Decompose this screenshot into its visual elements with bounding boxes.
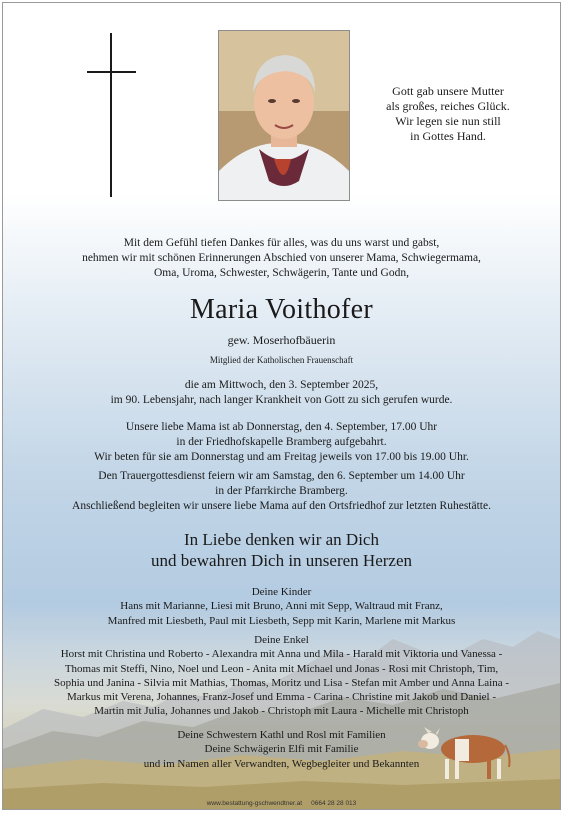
intro-line: Mit dem Gefühl tiefen Dankes für alles, was du uns warst und gabst, (123, 237, 440, 249)
quote-line: in Gottes Hand. (410, 129, 486, 143)
remembrance-motto (3, 529, 560, 571)
funeral-service-info (3, 469, 560, 514)
grandchildren-line: Markus mit Verena, Johannes, Franz-Josef und Emma - Carina - Christine mit Jakob und Daniel - (66, 691, 496, 704)
children-line: Hans mit Marianne, Liesi mit Bruno, Anni mit Sepp, Waltraud mit Franz, (120, 600, 443, 613)
cross-symbol-vertical (110, 33, 112, 197)
death-notice (3, 378, 560, 408)
grandchildren-line: Horst mit Christina und Roberto - Alexandra mit Anna und Mila - Harald mit Viktoria und Vanessa - (60, 648, 503, 661)
viewing-line: Unsere liebe Mama ist ab Donnerstag, den 4. September, 17.00 Uhr (125, 421, 438, 433)
portrait-illustration (219, 31, 349, 200)
viewing-line: in der Friedhofskapelle Bramberg aufgebahrt. (176, 436, 387, 448)
footer-website: www.bestattung-gschwendtner.at (206, 800, 303, 807)
grandchildren-line: Sophia und Janina - Silvia mit Mathias, Thomas, Moritz und Lisa - Stefan mit Amber und Anna Laina - (53, 676, 509, 689)
viewing-line: Wir beten für sie am Donnerstag und am Freitag jeweils von 17.00 bis 19.00 Uhr. (94, 451, 469, 463)
quote-line: als großes, reiches Glück. (386, 99, 510, 113)
relatives-line: Deine Schwägerin Elfi mit Familie (204, 743, 359, 756)
relatives-line: Deine Schwestern Kathl und Rosl mit Familien (177, 729, 386, 741)
viewing-info (3, 420, 560, 465)
children-section (3, 585, 560, 628)
service-line: in der Pfarrkirche Bramberg. (215, 485, 348, 497)
obituary-card (2, 2, 561, 810)
intro-line: Oma, Uroma, Schwester, Schwägerin, Tante und Godn, (154, 267, 409, 279)
quote-line: Gott gab unsere Mutter (392, 84, 504, 98)
former-occupation: gew. Moserhofbäuerin (227, 333, 336, 347)
relatives-section (3, 728, 560, 771)
children-line: Manfred mit Liesbeth, Paul mit Liesbeth, Sepp mit Karin, Marlene mit Markus (107, 614, 456, 627)
service-line: Den Trauergottesdienst feiern wir am Samstag, den 6. September um 14.00 Uhr (98, 470, 465, 482)
cross-symbol-horizontal (87, 71, 136, 73)
death-line: im 90. Lebensjahr, nach langer Krankheit von Gott zu sich gerufen wurde. (110, 394, 453, 406)
quote-line: Wir legen sie nun still (395, 114, 501, 128)
membership: Mitglied der Katholischen Frauenschaft (209, 355, 354, 365)
grandchildren-section (3, 633, 560, 719)
footer-phone: 0664 28 28 013 (311, 800, 357, 807)
motto-line: In Liebe denken wir an Dich (184, 530, 379, 549)
relatives-line: und im Namen aller Verwandten, Wegbegleiter und Bekannten (143, 757, 420, 770)
quote-block (373, 84, 523, 144)
motto-line: und bewahren Dich in unseren Herzen (150, 551, 413, 570)
service-line: Anschließend begleiten wir unsere liebe Mama auf den Ortsfriedhof zur letzten Ruhestätte. (72, 500, 491, 512)
intro-line: nehmen wir mit schönen Erinnerungen Abschied von unserer Mama, Schwiegermama, (82, 252, 481, 264)
intro-text (3, 236, 560, 281)
footer (3, 800, 560, 807)
children-heading: Deine Kinder (251, 586, 312, 598)
grandchildren-line: Martin mit Julia, Johannes und Jakob - Christoph mit Laura - Michelle mit Christoph (94, 705, 469, 718)
grandchildren-line: Thomas mit Steffi, Nino, Noel und Leon - Anita mit Michael und Jonas - Rosi mit Christoph, Tim, (64, 662, 499, 675)
grandchildren-heading: Deine Enkel (254, 634, 309, 646)
portrait-photo (218, 30, 350, 201)
deceased-name: Maria Voithofer (189, 294, 374, 325)
death-line: die am Mittwoch, den 3. September 2025, (184, 379, 379, 391)
